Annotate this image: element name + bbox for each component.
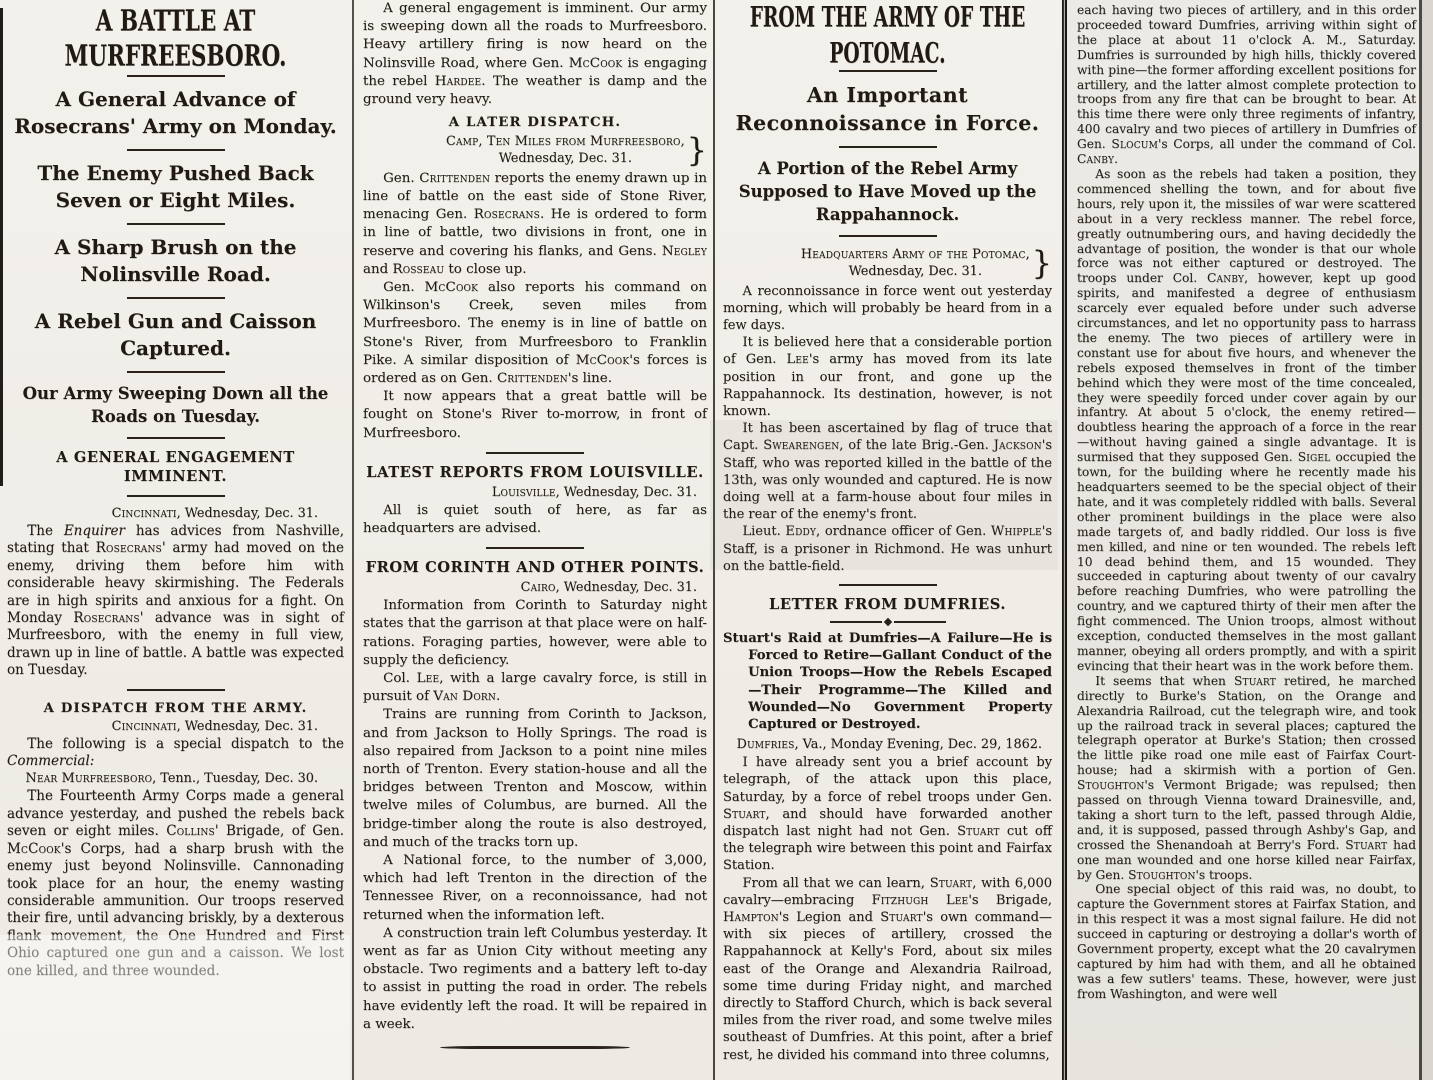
dateline-text: Camp, Ten Miles from Murfreesboro, Wednesday, Dec. 31. [445, 134, 685, 167]
divider-rule [127, 371, 225, 373]
paragraph: I have already sent you a brief account by telegraph, of the attack upon this place, Saturday, by a force of rebel troops under Gen. Stuart, and should have forwarded another dispatch last night had not Gen. Stuart cut off the telegraph wire between this point and Fairfax Station. [723, 755, 1052, 874]
divider-rule [127, 75, 225, 77]
paragraph: A construction train left Columbus yesterday. It went as far as Union City without meeting any obstacle. Two regiments and a battery left to-day to assist in putting the road in order. The rebels have evidently left the road. It will be repaired in a week. [363, 925, 707, 1032]
paragraph: Gen. Crittenden reports the enemy drawn up in line of battle on the east side of Stone River, menacing Gen. Rosecrans. He is ordered to form in line of battle, two divisions in front, one in reserve and covering his flanks, and Gens. Negley and Rosseau to close up. [363, 170, 707, 277]
rule-line [830, 621, 882, 623]
divider-rule [127, 495, 225, 497]
dateline: Dumfries, Va., Monday Evening, Dec. 29, 1862. [736, 737, 1042, 753]
section-subhead: FROM CORINTH AND OTHER POINTS. [365, 559, 705, 577]
paragraph: It is believed here that a considerable portion of Gen. Lee's army has moved from its late position in our front, and gone up the Rappahannock. Its destination, however, is not known. [723, 335, 1052, 419]
dispatch-subhead: A LATER DISPATCH. [448, 115, 622, 131]
end-rule [440, 1046, 630, 1049]
brace-glyph: } [1031, 243, 1052, 282]
divider-rule [839, 146, 937, 148]
section-subhead: A GENERAL ENGAGEMENT IMMINENT. [56, 449, 295, 485]
paragraph: Information from Corinth to Saturday night states that the garrison at that place were on half-rations. Foraging parties, however, were able to supply the deficiency. [363, 598, 707, 668]
dateline: Cincinnati, Wednesday, Dec. 31. [111, 506, 318, 521]
divider-rule [839, 584, 937, 586]
paragraph: All is quiet south of here, as far as headquarters are advised. [363, 502, 707, 536]
news-column-3 [723, 0, 1052, 1080]
column-rule [352, 0, 354, 1080]
paragraph: A reconnoissance in force went out yesterday morning, which will probably be heard from in a few days. [723, 283, 1052, 333]
divider-rule [127, 297, 225, 299]
paragraph: Gen. McCook also reports his command on Wilkinson's Creek, seven miles from Murfreesboro. The enemy is in line of battle on Stone's River, from Murfreesboro to Franklin Pike. A similar disposition of McCook's forces is ordered as on Gen. Crittenden's line. [363, 279, 708, 386]
divider-rule [127, 149, 225, 151]
headline-deck: A Sharp Brush on the Nolinsville Road. [54, 235, 297, 286]
paragraph: Lieut. Eddy, ordnance officer of Gen. Whipple's Staff, is a prisoner in Richmond. He was unhurt on the battle-field. [723, 524, 1052, 574]
paragraph: It has been ascertained by flag of truce that Capt. Swearengen, of the late Brig.-Gen. Jackson's Staff, who was reported killed in the battle of the 13th, was only wounded and captured. He is now doing well at a farm-house about four miles in the rear of the enemy's front. [723, 421, 1053, 523]
diamond-icon [883, 618, 891, 626]
section-subhead: LETTER FROM DUMFRIES. [768, 595, 1007, 613]
paragraph: As soon as the rebels had taken a position, they commenced shelling the town, and for about five hours, rely upon it, the missiles of war were scattered about in a very reckless manner. The rebel force, greatly outnumbering ours, and having decidedly the advantage of position, the wonder is that our whole force was not either captured or destroyed. The troops under Col. Canby, however, kept up good spirits, and manifested a degree of enthusiasm scarcely ever equaled before under such adverse circumstances, and let no opportunity pass to harrass the enemy. The two pieces of artillery were in constant use for about five hours, and whenever the rebels exposed themselves in front of the timber behind which they were most of the time concealed, they were speedily forced under cover again by our infantry. At about 5 o'clock, the enemy retired—doubtless hearing the approach of a force in the rear—without having gained a single advantage. It is surmised that they supposed Gen. Sigel occupied the town, for the building where he recently made his headquarters seemed to be the special object of their hate, and it was completely riddled with balls. Several other prominent buildings in the place were also made targets of, and badly riddled. Our loss is five men killed, and nine or ten wounded. The rebels left 10 dead behind them, and 15 wounded. They succeeded in capturing about twenty of our cavalry before reaching Dumfries, who were patrolling the country, and we captured thirty of their men after the fight commenced. The Union troops, almost without exception, conducted themselves in the most gallant manner, obeying all orders promptly, and with a spirit evincing that their heart was in the work before them. [1077, 166, 1416, 673]
paragraph: Trains are running from Corinth to Jackson, and from Jackson to Holly Springs. The road is also repaired from Jackson to a point nine miles north of Trenton. Every station-house and all the bridges between Trenton and Moscow, within twelve miles of Columbus, are burned. All the bridge-timber along the route is also destroyed, and much of the tracks torn up. [363, 707, 707, 850]
rule-line [894, 621, 946, 623]
divider-rule [486, 452, 584, 454]
headline-deck: The Enemy Pushed Back Seven or Eight Miles. [37, 161, 314, 212]
paragraph: each having two pieces of artillery, and in this order proceeded toward Dumfries, arriving within sight of the place at about 11 o'clock A. M., Saturday. Dumfries is surrounded by high hills, thickly covered with pine—the former affording excellent positions for artillery, and the latter almost complete protection to troops from any fire that can be brought to bear. At this time there were only three regiments of infantry, 400 cavalry and two pieces of artillery in Dumfries of Gen. Slocum's Corps, all under the command of Col. Canby. [1077, 3, 1417, 167]
paragraph: The following is a special dispatch to the Commercial: [7, 735, 344, 770]
paragraph: A general engagement is imminent. Our army is sweeping down all the roads to Murfreesboro. Heavy artillery firing is now heard on the Nolinsville Road, where Gen. McCook is engaging the rebel Hardee. The weather is damp and the ground very heavy. [363, 1, 707, 108]
dateline: Near Murfreesboro, Tenn., Tuesday, Dec. 30. [25, 771, 318, 787]
column-rule [1062, 0, 1067, 1080]
divider-rule [127, 437, 225, 439]
news-column-1 [7, 0, 344, 1080]
divider-rule [486, 547, 584, 549]
dateline: Cincinnati, Wednesday, Dec. 31. [111, 718, 318, 734]
dateline [723, 243, 1052, 282]
paragraph: From all that we can learn, Stuart, with 6,000 cavalry—embracing Fitzhugh Lee's Brigade, Hampton's Legion and Stuart's own command—with six pieces of artillery, crossed the Rappahannock at Kelly's Ford, about six miles east of the Orange and Alexandria Railroad, some time during Friday night, and marched directly to Stafford Church, which is back several miles from the river road, and some twelve miles southeast of Dumfries. At this point, after a brief rest, he divided his command into three columns, [723, 875, 1052, 1063]
dateline: Cairo, Wednesday, Dec. 31. [520, 580, 697, 596]
dispatch-subhead: A DISPATCH FROM THE ARMY. [43, 700, 308, 716]
headline-deck: A Portion of the Rebel Army Supposed to Have Moved up the Rappahannock. [738, 159, 1037, 224]
dateline-text: Headquarters Army of the Potomac, Wednesday, Dec. 31. [800, 247, 1030, 280]
page-edge-mark [0, 8, 3, 486]
paragraph: A National force, to the number of 3,000, which had left Trenton in the direction of the Tennessee River, on a reconnoissance, had not returned when the information left. [363, 853, 707, 923]
summary-deck: Stuart's Raid at Dumfries—A Failure—He is Forced to Retire—Gallant Conduct of the Union Troops—How the Rebels Escaped—Their Programme—The Killed and Wounded—No Government Property Captured or Destroyed. [723, 630, 1052, 732]
paragraph: The Enquirer has advices from Nashville, stating that Rosecrans' army had moved on the enemy, driving them before him with considerable heavy skirmishing. The Federals are in high spirits and anxious for a fight. On Monday Rosecrans' advance was in sight of Murfreesboro, with the enemy in full view, drawn up in line of battle. A battle was expected on Tuesday. [7, 523, 344, 679]
diamond-rule [723, 619, 1052, 625]
divider-rule [127, 223, 225, 225]
headline-deck: A General Advance of Rosecrans' Army on Monday. [14, 87, 337, 138]
paragraph: One special object of this raid was, no doubt, to capture the Government stores at Fairfax Station, and in this respect it was a most signal failure. He did not succeed in capturing or destroying a dollar's worth of Government property, except what the 20 cavalrymen captured by him had with them, and all he obtained was a few sutlers' teams. These, however, were just from Washington, and were well [1077, 882, 1416, 1001]
dateline [363, 133, 707, 168]
headline-deck: Our Army Sweeping Down all the Roads on Tuesday. [22, 384, 329, 426]
divider-rule [127, 689, 225, 691]
paragraph: It now appears that a great battle will be fought on Stone's River to-morrow, in front of Murfreesboro. [363, 389, 707, 441]
article-headline: A BATTLE AT MURFREESBORO. [64, 4, 287, 74]
column-rule [713, 0, 715, 1080]
headline-deck: A Rebel Gun and Caisson Captured. [34, 309, 317, 360]
paragraph: The Fourteenth Army Corps made a general advance yesterday, and pushed the rebels back seven or eight miles. Collins' Brigade, of Gen. McCook's Corps, had a sharp brush with the enemy just beyond Nolinsville. Cannonading took place for an hour, the enemy wasting considerable ammunition. Our troops reserved their fire, until advancing briskly, by a dexterous flank movement, the One Hundred and First Ohio captured one gun and a caisson. We lost one killed, and three wounded. [7, 788, 345, 979]
page-edge [1422, 0, 1433, 1080]
section-subhead: LATEST REPORTS FROM LOUISVILLE. [366, 463, 704, 481]
divider-rule [839, 235, 937, 237]
brace-glyph: } [686, 131, 707, 170]
paragraph: It seems that when Stuart retired, he marched directly to Burke's Station, on the Orange and Alexandria Railroad, cut the telegraph wire, and took up the railroad track in several places; captured the telegraph operator at Burke's Station; then crossed the little pike road one mile east of Fairfax Court-house; had a skirmish with a portion of Gen. Stoughton's Vermont Brigade; was repulsed; then passed on through Vienna toward Drainesville, and, taking a short turn to the left, passed through Aldie, and, it is supposed, passed through Ashby's Gap, and crossed the Shenandoah at Berry's Ford. Stuart had one man wounded and one horse killed near Fairfax, by Gen. Stoughton's troops. [1077, 673, 1417, 882]
paragraph: Col. Lee, with a large cavalry force, is still in pursuit of Van Dorn. [363, 671, 707, 705]
headline-deck: An Important Reconnoissance in Force. [735, 83, 1040, 135]
dateline: Louisville, Wednesday, Dec. 31. [491, 484, 697, 500]
news-column-4 [1077, 0, 1416, 1080]
news-column-2 [363, 0, 707, 1080]
article-headline: FROM THE ARMY OF THE POTOMAC. [749, 2, 1026, 70]
